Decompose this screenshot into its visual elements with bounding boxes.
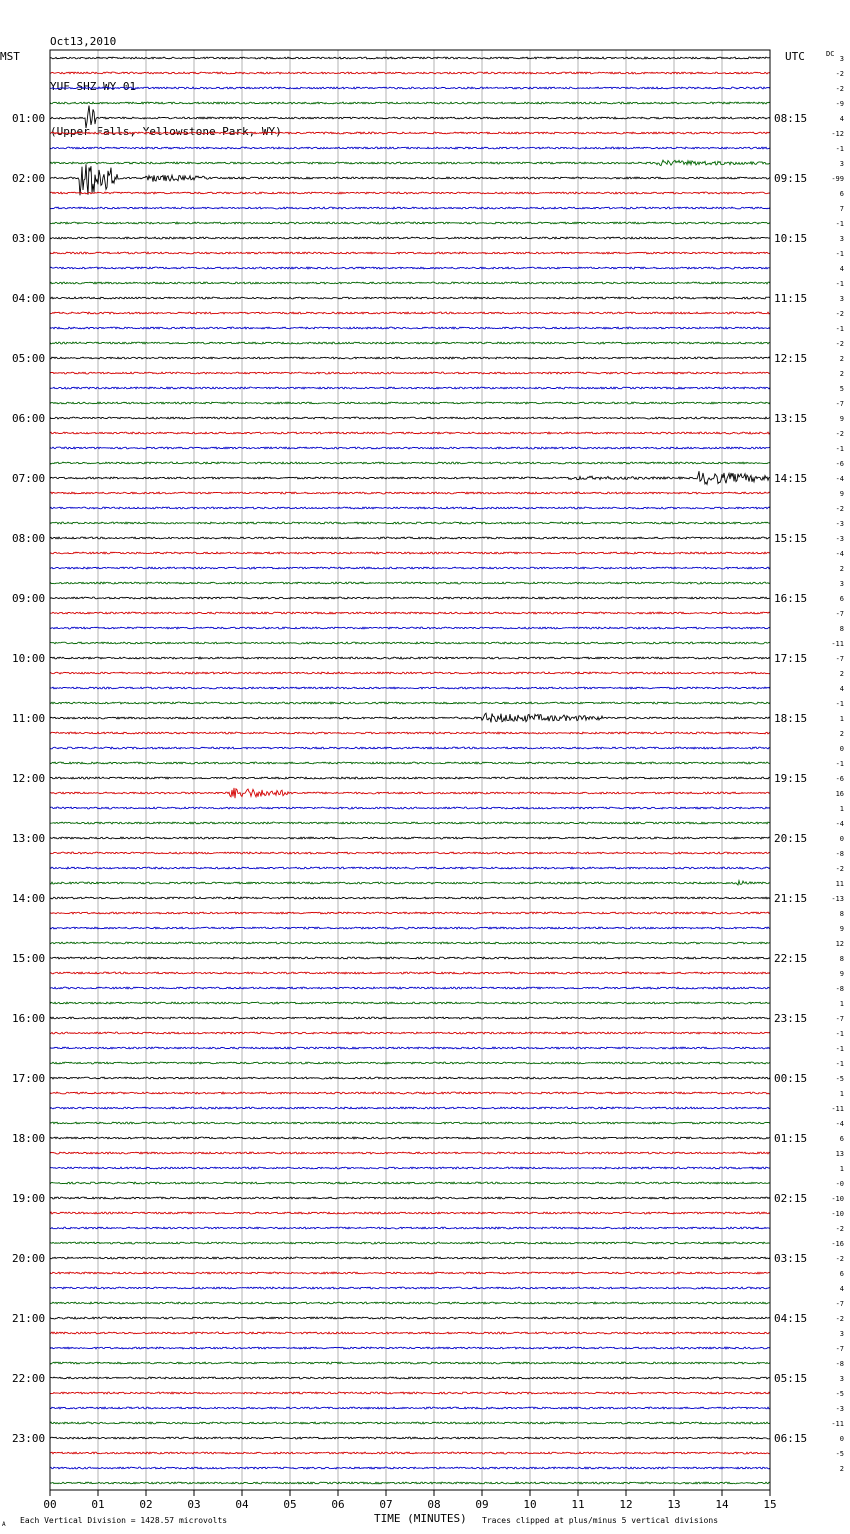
dc-offset-label: -8 [835,850,844,858]
trace-row-22 [50,387,770,389]
dc-offset-label: -2 [835,70,844,78]
trace-row-49 [50,788,770,798]
trace-row-79 [50,1242,770,1244]
trace-row-26 [50,447,770,449]
dc-offset-label: -10 [831,1195,844,1203]
dc-offset-label: -3 [835,520,844,528]
trace-row-32 [50,537,770,539]
location-label: (Upper Falls, Yellowstone Park, WY) [50,125,282,138]
left-hour-label: 09:00 [12,592,46,605]
dc-offset-label: -5 [835,1390,844,1398]
trace-row-62 [50,987,770,989]
dc-offset-label: -10 [831,1210,844,1218]
trace-row-89 [50,1392,770,1394]
trace-row-80 [50,1257,770,1259]
trace-row-53 [50,852,770,854]
dc-offset-label: 2 [839,565,844,573]
trace-row-75 [50,1182,770,1184]
dc-offset-label: -1 [835,760,844,768]
trace-row-7 [50,160,770,165]
x-tick-label: 02 [139,1498,153,1511]
trace-row-24 [50,417,770,419]
left-hour-label: 14:00 [12,892,46,905]
x-axis-title: TIME (MINUTES) [374,1512,467,1525]
right-hour-label: 08:15 [774,112,808,125]
right-hour-label: 21:15 [774,892,808,905]
dc-offset-label: 4 [839,265,844,273]
trace-row-0 [50,57,770,59]
trace-row-12 [50,237,770,239]
dc-offset-label: -5 [835,1075,844,1083]
right-hour-label: 23:15 [774,1012,808,1025]
right-hour-label: 10:15 [774,232,808,245]
right-hour-label: 06:15 [774,1432,808,1445]
x-tick-label: 06 [331,1498,345,1511]
dc-offset-label: -13 [831,895,844,903]
left-hour-label: 15:00 [12,952,46,965]
trace-row-40 [50,657,770,659]
trace-row-17 [50,312,770,314]
right-hour-label: 01:15 [774,1132,808,1145]
trace-row-70 [50,1107,770,1109]
trace-row-85 [50,1332,770,1334]
trace-row-55 [50,881,770,885]
trace-row-59 [50,942,770,944]
dc-offset-label: 0 [839,835,844,843]
trace-row-1 [50,72,770,74]
left-hour-label: 18:00 [12,1132,46,1145]
dc-offset-label: -2 [835,1255,844,1263]
left-hour-label: 23:00 [12,1432,46,1445]
dc-offset-label: -2 [835,865,844,873]
x-tick-label: 14 [715,1498,729,1511]
trace-row-91 [50,1422,770,1424]
right-hour-label: 09:15 [774,172,808,185]
dc-offset-label: 3 [839,160,844,168]
dc-offset-label: -9 [835,100,844,108]
trace-row-63 [50,1002,770,1004]
dc-offset-label: -7 [835,1015,844,1023]
station-label: YUF SHZ WY 01 [50,80,137,93]
dc-offset-label: -8 [835,1360,844,1368]
trace-row-95 [50,1482,770,1484]
right-hour-label: 17:15 [774,652,808,665]
trace-row-9 [50,192,770,194]
dc-offset-label: 16 [835,790,844,798]
dc-offset-label: 6 [839,1135,844,1143]
trace-row-84 [50,1317,770,1319]
dc-offset-label: 3 [839,1375,844,1383]
trace-row-16 [50,297,770,299]
dc-offset-label: -2 [835,1315,844,1323]
trace-row-3 [50,102,770,104]
trace-row-25 [50,432,770,434]
dc-offset-label: -7 [835,1345,844,1353]
dc-offset-label: 4 [839,1285,844,1293]
right-hour-label: 19:15 [774,772,808,785]
trace-row-52 [50,837,770,839]
left-hour-label: 12:00 [12,772,46,785]
left-hour-label: 02:00 [12,172,46,185]
trace-row-64 [50,1017,770,1019]
dc-offset-label: -1 [835,1045,844,1053]
left-hour-label: 17:00 [12,1072,46,1085]
dc-offset-label: -7 [835,655,844,663]
left-hour-label: 05:00 [12,352,46,365]
trace-row-77 [50,1212,770,1214]
dc-offset-label: -1 [835,220,844,228]
right-timezone-label: UTC [785,50,805,63]
trace-row-94 [50,1467,770,1469]
dc-offset-label: 2 [839,370,844,378]
trace-row-78 [50,1227,770,1229]
dc-offset-label: 9 [839,970,844,978]
scale-note: Each Vertical Division = 1428.57 microvolts [20,1516,228,1525]
dc-offset-label: 2 [839,355,844,363]
x-tick-label: 10 [523,1498,537,1511]
dc-offset-label: 1 [839,715,844,723]
dc-offset-label: -99 [831,175,844,183]
trace-row-36 [50,597,770,599]
left-hour-label: 10:00 [12,652,46,665]
trace-row-23 [50,402,770,404]
trace-row-46 [50,747,770,749]
right-hour-label: 05:15 [774,1372,808,1385]
left-hour-label: 16:00 [12,1012,46,1025]
dc-offset-label: -1 [835,145,844,153]
x-tick-label: 04 [235,1498,249,1511]
dc-offset-label: -2 [835,430,844,438]
dc-offset-label: -3 [835,535,844,543]
dc-offset-label: -2 [835,1225,844,1233]
trace-row-67 [50,1062,770,1064]
trace-row-5 [50,132,770,134]
trace-row-30 [50,507,770,509]
dc-offset-label: -7 [835,400,844,408]
right-hour-label: 16:15 [774,592,808,605]
x-tick-label: 12 [619,1498,633,1511]
right-hour-label: 00:15 [774,1072,808,1085]
right-hour-label: 04:15 [774,1312,808,1325]
dc-offset-label: -11 [831,640,844,648]
trace-row-87 [50,1362,770,1364]
trace-row-39 [50,642,770,644]
corner-mark: A [2,1521,6,1528]
grid-lines [50,50,770,1496]
dc-offset-label: 1 [839,1165,844,1173]
right-hour-label: 12:15 [774,352,808,365]
trace-row-88 [50,1377,770,1379]
dc-offset-label: -1 [835,325,844,333]
dc-offset-label: -2 [835,310,844,318]
dc-offset-label: -2 [835,340,844,348]
trace-row-10 [50,207,770,209]
trace-row-4 [50,106,770,128]
trace-row-34 [50,567,770,569]
dc-offset-label: -0 [835,1180,844,1188]
x-tick-label: 15 [763,1498,777,1511]
dc-offset-label: 0 [839,1435,844,1443]
dc-offset-label: 8 [839,910,844,918]
trace-row-82 [50,1287,770,1289]
right-hour-label: 22:15 [774,952,808,965]
dc-offset-label: 11 [835,880,844,888]
right-hour-label: 20:15 [774,832,808,845]
trace-row-69 [50,1092,770,1094]
dc-offset-label: 3 [839,580,844,588]
trace-row-43 [50,702,770,704]
dc-offset-label: 2 [839,670,844,678]
trace-row-6 [50,147,770,149]
left-hour-label: 01:00 [12,112,46,125]
trace-row-47 [50,762,770,764]
trace-row-90 [50,1407,770,1409]
trace-row-50 [50,807,770,809]
trace-row-29 [50,492,770,494]
trace-row-38 [50,627,770,629]
dc-offset-label: -5 [835,1450,844,1458]
trace-row-27 [50,462,770,464]
dc-label: DC [826,50,835,58]
left-hour-label: 04:00 [12,292,46,305]
dc-offset-label: 1 [839,805,844,813]
dc-offset-label: -4 [835,1120,844,1128]
dc-offset-label: 2 [839,730,844,738]
trace-row-18 [50,327,770,329]
dc-offset-label: 8 [839,625,844,633]
trace-row-31 [50,522,770,524]
dc-offset-label: 9 [839,925,844,933]
trace-group [50,57,770,1484]
trace-row-57 [50,912,770,914]
right-hour-label: 18:15 [774,712,808,725]
trace-row-19 [50,342,770,344]
right-hour-label: 14:15 [774,472,808,485]
right-hour-label: 03:15 [774,1252,808,1265]
dc-offset-label: -3 [835,1405,844,1413]
x-tick-label: 07 [379,1498,393,1511]
dc-offset-label: -1 [835,1060,844,1068]
dc-offset-label: -1 [835,250,844,258]
left-hour-label: 20:00 [12,1252,46,1265]
trace-row-68 [50,1077,770,1079]
dc-offset-label: 2 [839,1465,844,1473]
dc-offset-label: -1 [835,280,844,288]
dc-offset-label: 6 [839,190,844,198]
trace-row-65 [50,1032,770,1034]
dc-offset-label: -7 [835,610,844,618]
trace-row-2 [50,87,770,89]
trace-row-37 [50,612,770,614]
left-hour-label: 21:00 [12,1312,46,1325]
trace-row-44 [50,713,770,722]
trace-row-66 [50,1047,770,1049]
trace-row-45 [50,732,770,734]
dc-offset-label: -8 [835,985,844,993]
dc-offset-label: -4 [835,475,844,483]
trace-row-61 [50,972,770,974]
x-tick-label: 03 [187,1498,201,1511]
dc-offset-label: 1 [839,1090,844,1098]
left-hour-label: 13:00 [12,832,46,845]
dc-offset-label: -1 [835,445,844,453]
dc-offset-label: 9 [839,415,844,423]
dc-offset-label: -6 [835,775,844,783]
dc-offset-label: -16 [831,1240,844,1248]
dc-offset-label: -11 [831,1105,844,1113]
right-hour-label: 15:15 [774,532,808,545]
x-tick-label: 00 [43,1498,57,1511]
trace-row-71 [50,1122,770,1124]
trace-row-13 [50,252,770,254]
dc-offset-label: 0 [839,745,844,753]
trace-row-73 [50,1152,770,1154]
trace-row-58 [50,927,770,929]
trace-row-83 [50,1302,770,1304]
dc-offset-label: -2 [835,505,844,513]
dc-offset-label: 8 [839,955,844,963]
x-tick-label: 11 [571,1498,585,1511]
left-hour-label: 22:00 [12,1372,46,1385]
dc-offset-label: 13 [835,1150,844,1158]
x-tick-label: 09 [475,1498,489,1511]
dc-offset-label: 1 [839,1000,844,1008]
right-hour-label: 11:15 [774,292,808,305]
trace-row-11 [50,222,770,224]
dc-offset-label: 6 [839,1270,844,1278]
dc-offset-label: 6 [839,595,844,603]
date-label: Oct13,2010 [50,35,117,48]
left-hour-label: 08:00 [12,532,46,545]
trace-row-20 [50,357,770,359]
dc-offset-label: 3 [839,55,844,63]
left-hour-label: 19:00 [12,1192,46,1205]
dc-offset-label: -12 [831,130,844,138]
dc-offset-label: -1 [835,700,844,708]
trace-row-42 [50,687,770,689]
trace-row-86 [50,1347,770,1349]
trace-row-21 [50,372,770,374]
dc-offset-label: -2 [835,85,844,93]
dc-offset-label: 5 [839,385,844,393]
left-hour-label: 06:00 [12,412,46,425]
right-hour-label: 02:15 [774,1192,808,1205]
dc-offset-label: 4 [839,115,844,123]
trace-row-15 [50,282,770,284]
dc-offset-label: -7 [835,1300,844,1308]
trace-row-41 [50,672,770,674]
trace-row-51 [50,822,770,824]
dc-offset-label: 4 [839,685,844,693]
trace-row-48 [50,777,770,779]
trace-row-8 [50,164,770,195]
x-tick-label: 13 [667,1498,681,1511]
trace-row-28 [50,471,770,484]
trace-row-76 [50,1197,770,1199]
trace-row-72 [50,1137,770,1139]
dc-offset-label: -4 [835,820,844,828]
dc-offset-label: 3 [839,1330,844,1338]
x-tick-label: 01 [91,1498,105,1511]
trace-row-60 [50,957,770,959]
x-tick-label: 08 [427,1498,441,1511]
dc-offset-label: -11 [831,1420,844,1428]
dc-offset-label: 3 [839,235,844,243]
trace-row-92 [50,1437,770,1439]
left-hour-label: 11:00 [12,712,46,725]
left-hour-label: 03:00 [12,232,46,245]
clip-note: Traces clipped at plus/minus 5 vertical divisions [482,1516,719,1525]
right-hour-label: 13:15 [774,412,808,425]
label-group [0,50,844,1528]
trace-row-33 [50,552,770,554]
trace-row-54 [50,867,770,869]
trace-row-74 [50,1167,770,1169]
x-tick-label: 05 [283,1498,297,1511]
left-timezone-label: MST [0,50,20,63]
trace-row-14 [50,267,770,269]
dc-offset-label: -4 [835,550,844,558]
trace-row-35 [50,582,770,584]
trace-row-93 [50,1452,770,1454]
dc-offset-label: 3 [839,295,844,303]
dc-offset-label: 12 [835,940,844,948]
dc-offset-label: -1 [835,1030,844,1038]
left-hour-label: 07:00 [12,472,46,485]
dc-offset-label: 9 [839,490,844,498]
dc-offset-label: -6 [835,460,844,468]
trace-row-81 [50,1272,770,1274]
trace-row-56 [50,897,770,899]
dc-offset-label: 7 [839,205,844,213]
